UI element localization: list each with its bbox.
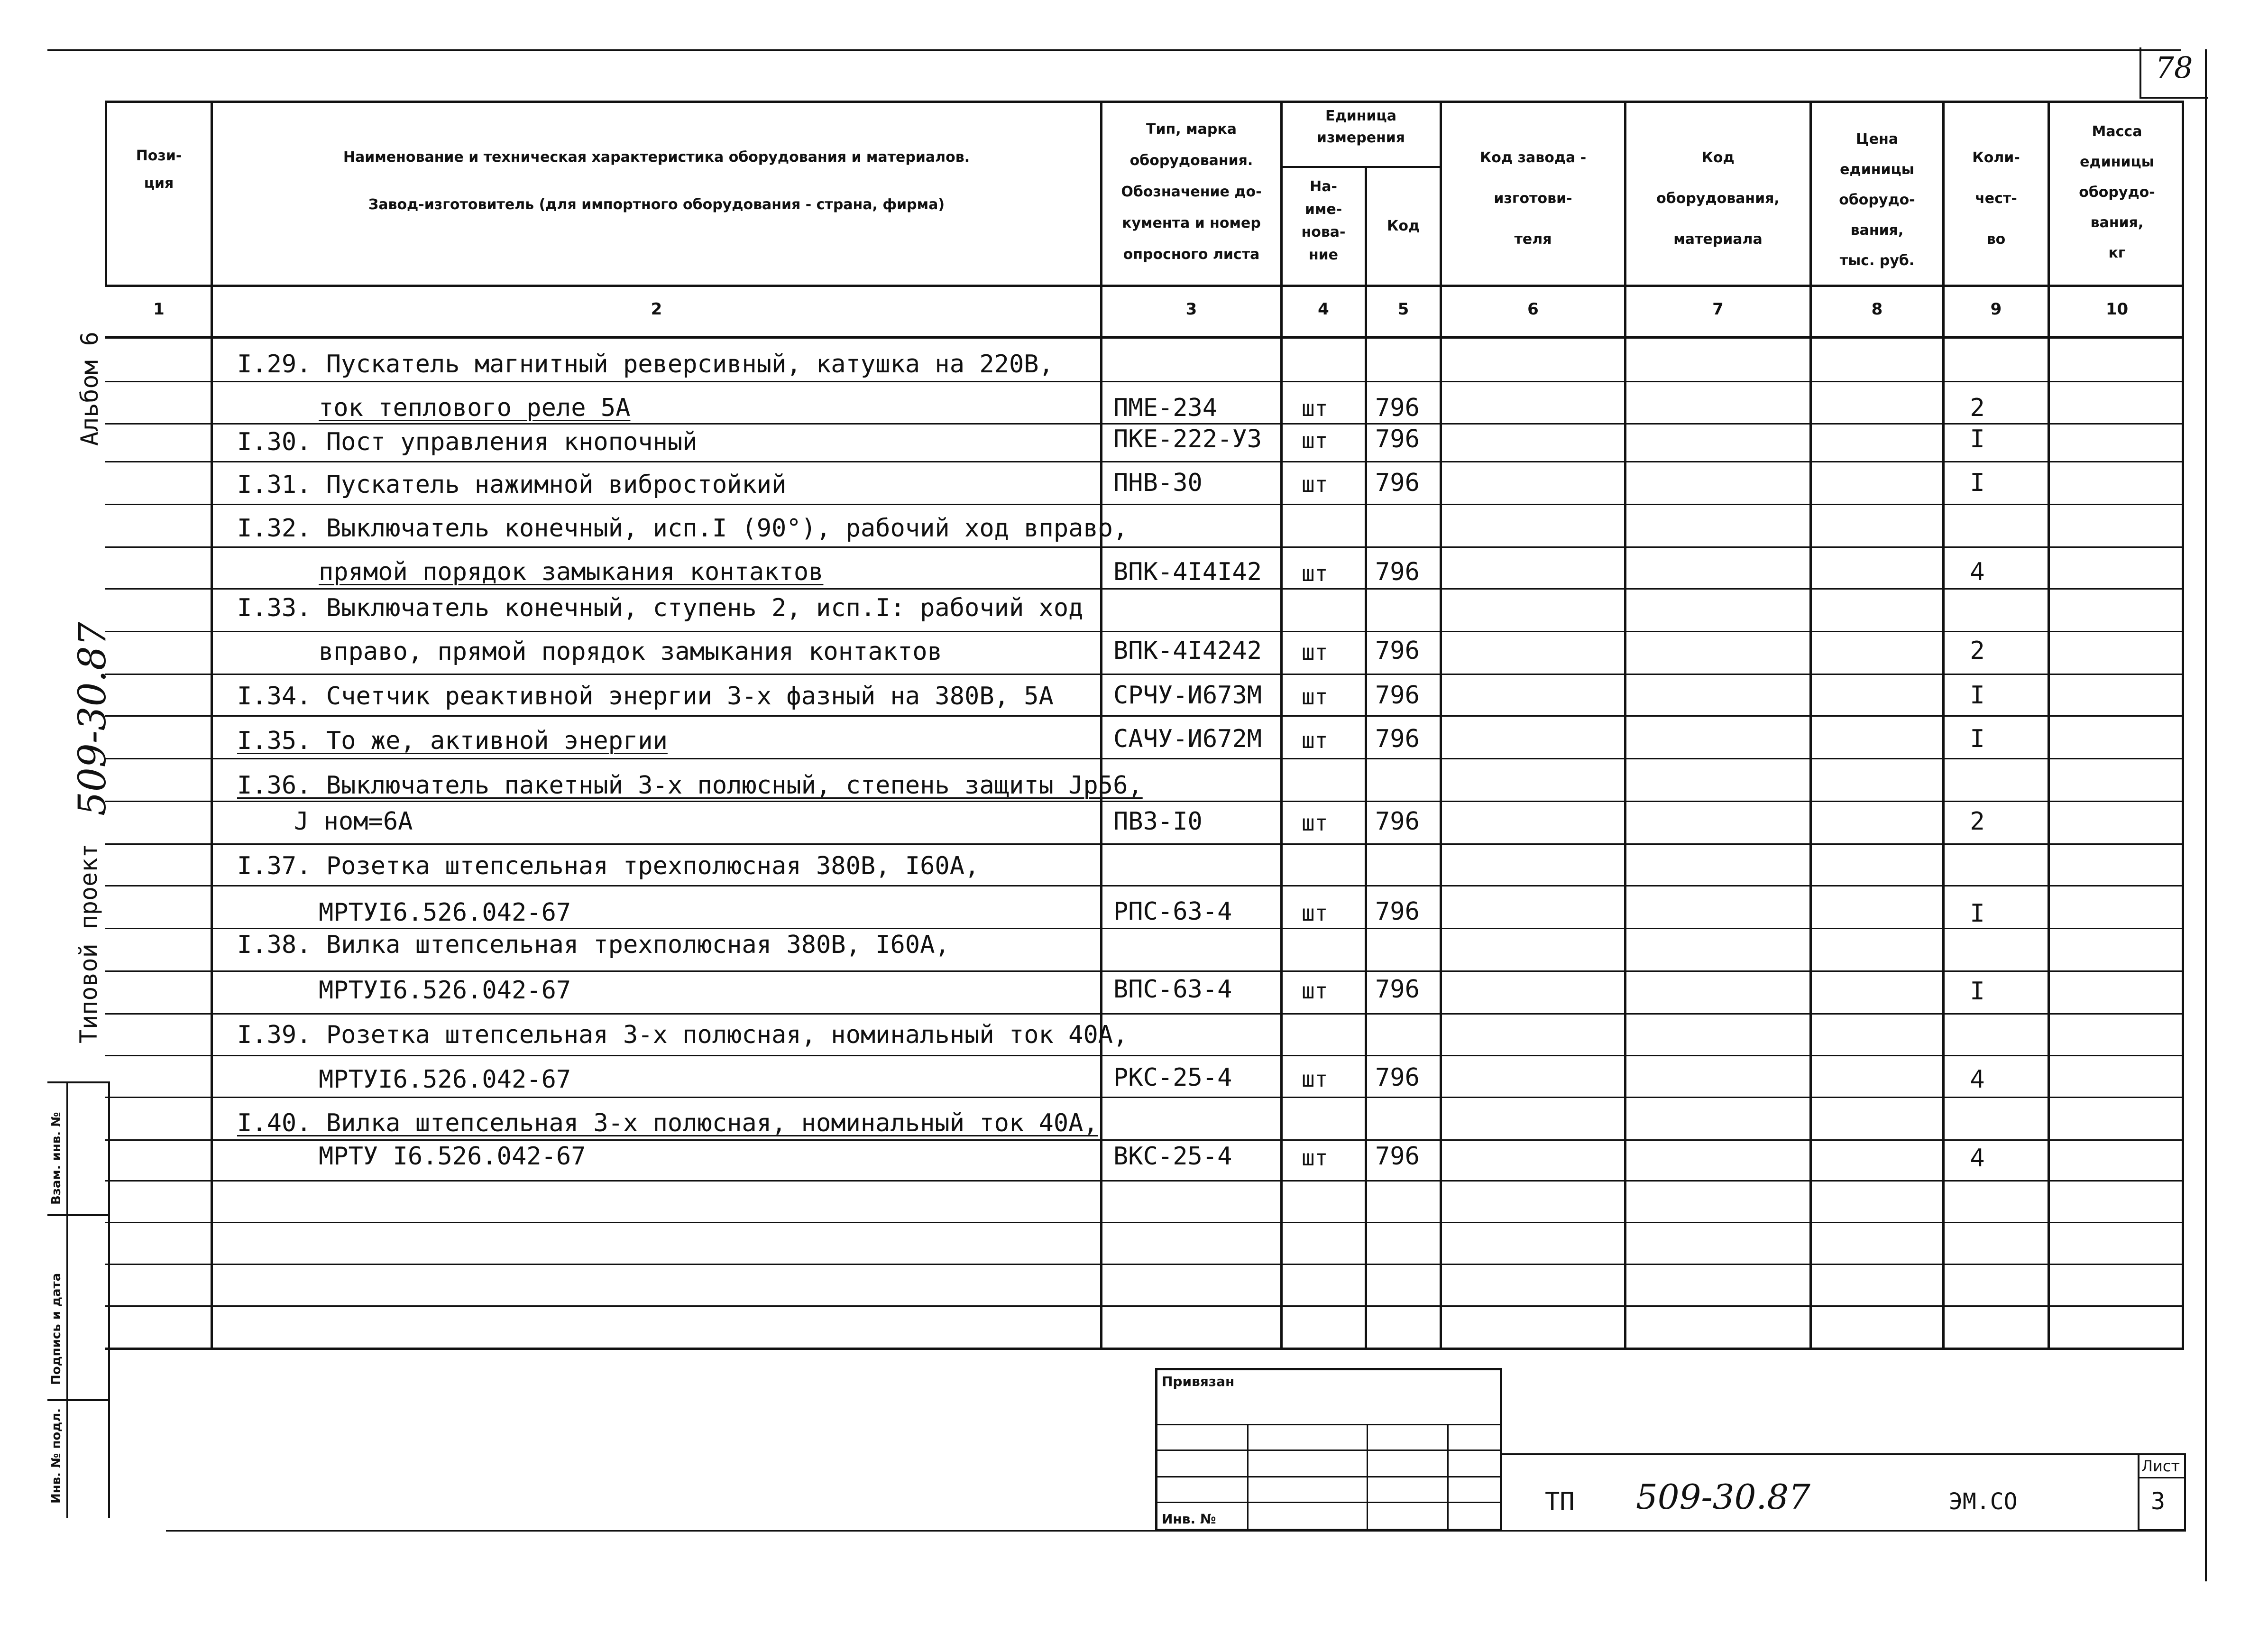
- row-qty: I: [1970, 681, 1985, 710]
- colnum-7: 7: [1712, 300, 1724, 319]
- header-name-line1: Наименование и техническая характеристика оборудования и материалов.: [343, 149, 970, 166]
- row-line: [105, 423, 2184, 425]
- colnum-2: 2: [651, 300, 662, 319]
- row-line: [105, 588, 2184, 590]
- row-line: [105, 1222, 2184, 1223]
- colnum-bottom-line: [105, 336, 2184, 339]
- margin-stamp-line: [47, 1399, 109, 1401]
- row-text: прямой порядок замыкания контактов: [319, 558, 824, 586]
- row-qty: 2: [1970, 637, 1985, 665]
- row-code: 796: [1375, 558, 1420, 586]
- colnum-10: 10: [2105, 300, 2129, 319]
- row-text: J ном=6А: [294, 807, 413, 836]
- col-line-7: [1809, 101, 1812, 1350]
- row-qty: I: [1970, 899, 1985, 928]
- row-text: I.31. Пускатель нажимной вибростойкий: [237, 471, 787, 499]
- attached-stamp-col: [1247, 1424, 1249, 1530]
- row-type: ПНВ-30: [1113, 469, 1203, 497]
- row-code: 796: [1375, 897, 1420, 926]
- row-unit: шт: [1302, 471, 1328, 497]
- row-line: [105, 631, 2184, 632]
- header-unit-name: На- име- нова- ние: [1301, 178, 1346, 263]
- stamp-sign-label: Подпись и дата: [49, 1273, 64, 1385]
- header-mass: Масса единицы оборудо- вания, кг: [2079, 123, 2155, 261]
- header-position: Пози- ция: [136, 148, 182, 192]
- attached-stamp-col: [1447, 1424, 1449, 1530]
- row-code: 796: [1375, 807, 1420, 836]
- header-unit-group: Единица измерения: [1316, 108, 1405, 146]
- margin-stamp-line: [47, 1081, 109, 1083]
- row-text: I.36. Выключатель пакетный 3-х полюсный, степень защиты Jp56,: [237, 771, 1143, 800]
- colnum-5: 5: [1397, 300, 1409, 319]
- row-text: I.35. То же, активной энергии: [237, 727, 668, 755]
- top-border-line: [47, 49, 2181, 51]
- row-line: [105, 461, 2184, 462]
- attached-stamp-line: [1155, 1424, 1502, 1425]
- row-unit: шт: [1302, 639, 1328, 665]
- row-text: I.34. Счетчик реактивной энергии 3-х фазный на 380В, 5А: [237, 682, 1054, 711]
- row-type: ПМЕ-234: [1113, 394, 1218, 422]
- doc-code: ЭМ.СО: [1949, 1488, 2018, 1515]
- row-line: [105, 843, 2184, 845]
- row-qty: 4: [1970, 558, 1985, 586]
- project-code-margin: 509-30.87: [70, 622, 114, 816]
- row-line: [105, 1180, 2184, 1182]
- header-unit-code: Код: [1387, 218, 1420, 234]
- attached-stamp-line: [1155, 1502, 1502, 1503]
- row-text: I.40. Вилка штепсельная 3-х полюсная, номинальный ток 40А,: [237, 1109, 1098, 1137]
- row-text: I.29. Пускатель магнитный реверсивный, катушка на 220В,: [237, 350, 1054, 379]
- row-line: [105, 970, 2184, 972]
- row-line: [105, 674, 2184, 675]
- row-code: 796: [1375, 425, 1420, 453]
- header-name-line2: Завод-изготовитель (для импортного оборудования - страна, фирма): [368, 196, 945, 213]
- unit-subheader-line: [1280, 166, 1442, 168]
- row-qty: 4: [1970, 1144, 1985, 1173]
- colnum-1: 1: [153, 300, 165, 319]
- row-qty: 2: [1970, 807, 1985, 836]
- stamp-vzam-label: Взам. инв. №: [49, 1112, 64, 1205]
- project-type-label: Типовой проект: [75, 843, 102, 1043]
- album-label: Альбом 6: [76, 332, 103, 446]
- header-equipment-code: Код оборудования, материала: [1656, 149, 1780, 248]
- row-code: 796: [1375, 681, 1420, 710]
- row-unit: шт: [1302, 728, 1328, 753]
- row-text: I.30. Пост управления кнопочный: [237, 428, 698, 456]
- row-unit: шт: [1302, 978, 1328, 1004]
- row-line: [105, 758, 2184, 759]
- row-type: ВКС-25-4: [1113, 1142, 1232, 1171]
- row-qty: I: [1970, 469, 1985, 497]
- row-type: ВПК-4I4242: [1113, 637, 1262, 665]
- col-line-1: [211, 101, 213, 1350]
- title-block-top-line: [1502, 1453, 2185, 1455]
- row-text: МРТУI6.526.042-67: [319, 898, 571, 927]
- row-qty: I: [1970, 425, 1985, 453]
- row-qty: I: [1970, 977, 1985, 1006]
- row-unit: шт: [1302, 810, 1328, 836]
- row-text: I.33. Выключатель конечный, ступень 2, исп.I: рабочий ход: [237, 594, 1083, 622]
- col-line-8: [1942, 101, 1945, 1350]
- header-quantity: Коли- чест- во: [1972, 149, 2020, 248]
- col-line-3: [1280, 101, 1283, 1350]
- stamp-inv-label: Инв. № подл.: [49, 1408, 64, 1504]
- row-code: 796: [1375, 975, 1420, 1004]
- row-qty: I: [1970, 725, 1985, 753]
- colnum-4: 4: [1318, 300, 1329, 319]
- row-line: [105, 885, 2184, 886]
- right-border-line: [2205, 49, 2207, 1581]
- row-type: ПКЕ-222-У3: [1113, 425, 1262, 453]
- row-type: ВПС-63-4: [1113, 975, 1232, 1004]
- row-line: [105, 504, 2184, 505]
- row-text: МРТУ I6.526.042-67: [319, 1142, 586, 1171]
- row-text: I.32. Выключатель конечный, исп.I (90°), рабочий ход вправо,: [237, 514, 1128, 543]
- col-line-9: [2048, 101, 2050, 1350]
- header-price: Цена единицы оборудо- вания, тыс. руб.: [1839, 131, 1915, 269]
- row-code: 796: [1375, 637, 1420, 665]
- row-type: САЧУ-И672М: [1113, 725, 1262, 753]
- row-line: [105, 1305, 2184, 1307]
- row-text: вправо, прямой порядок замыкания контактов: [319, 637, 942, 666]
- row-unit: шт: [1302, 428, 1328, 453]
- row-unit: шт: [1302, 1066, 1328, 1092]
- attached-stamp-line: [1155, 1450, 1502, 1451]
- page-number: 78: [2155, 50, 2193, 85]
- row-code: 796: [1375, 394, 1420, 422]
- row-line: [105, 1097, 2184, 1098]
- row-line: [105, 1055, 2184, 1056]
- margin-stamp-line: [47, 1214, 109, 1216]
- row-line: [105, 381, 2184, 382]
- row-type: ВПК-4I4I42: [1113, 558, 1262, 586]
- header-maker-code: Код завода - изготови- теля: [1479, 149, 1587, 248]
- row-line: [105, 801, 2184, 802]
- row-unit: шт: [1302, 684, 1328, 710]
- colnum-6: 6: [1527, 300, 1539, 319]
- row-line: [105, 715, 2184, 717]
- row-text: МРТУI6.526.042-67: [319, 976, 571, 1005]
- row-text: I.39. Розетка штепсельная 3-х полюсная, номинальный ток 40А,: [237, 1021, 1128, 1049]
- col-line-2: [1100, 101, 1102, 1350]
- row-unit: шт: [1302, 396, 1328, 421]
- tp-label: ТП: [1545, 1487, 1575, 1516]
- sheet-label: Лист: [2141, 1457, 2180, 1475]
- row-type: РКС-25-4: [1113, 1063, 1232, 1092]
- sheet-box-divider: [2138, 1477, 2186, 1478]
- row-line: [105, 1264, 2184, 1265]
- left-margin-line: [108, 1081, 110, 1518]
- attached-label: Привязан: [1162, 1374, 1235, 1389]
- row-type: ПВЗ-I0: [1113, 807, 1203, 836]
- col-line-5: [1440, 101, 1442, 1350]
- header-type: Тип, марка оборудования. Обозначение до- кумента и номер опросного листа: [1121, 121, 1262, 263]
- row-line: [105, 546, 2184, 548]
- attached-stamp-col: [1367, 1424, 1368, 1530]
- row-unit: шт: [1302, 561, 1328, 586]
- row-code: 796: [1375, 1063, 1420, 1092]
- row-unit: шт: [1302, 1145, 1328, 1171]
- row-code: 796: [1375, 469, 1420, 497]
- colnum-9: 9: [1990, 300, 2002, 319]
- row-text: МРТУI6.526.042-67: [319, 1065, 571, 1094]
- row-qty: 2: [1970, 394, 1985, 422]
- col-line-6: [1624, 101, 1626, 1350]
- row-code: 796: [1375, 725, 1420, 753]
- doc-number: 509-30.87: [1636, 1477, 1810, 1517]
- row-type: СРЧУ-И673М: [1113, 681, 1262, 710]
- row-line: [105, 1139, 2184, 1141]
- row-text: I.38. Вилка штепсельная трехполюсная 380В, I60А,: [237, 931, 950, 959]
- colnum-8: 8: [1871, 300, 1883, 319]
- row-unit: шт: [1302, 900, 1328, 926]
- row-line: [105, 928, 2184, 929]
- inv-no-label: Инв. №: [1162, 1511, 1216, 1527]
- margin-stamp-inner-line: [66, 1081, 68, 1518]
- row-qty: 4: [1970, 1065, 1985, 1094]
- row-text: ток теплового реле 5А: [319, 394, 631, 422]
- title-block-bottom-line: [166, 1530, 2186, 1532]
- attached-stamp-line: [1155, 1476, 1502, 1477]
- row-line: [105, 1013, 2184, 1015]
- row-type: РПС-63-4: [1113, 897, 1232, 926]
- row-text: I.37. Розетка штепсельная трехполюсная 380В, I60А,: [237, 852, 980, 880]
- sheet-number: 3: [2151, 1487, 2166, 1515]
- row-code: 796: [1375, 1142, 1420, 1171]
- colnum-3: 3: [1185, 300, 1197, 319]
- header-bottom-line: [105, 285, 2184, 287]
